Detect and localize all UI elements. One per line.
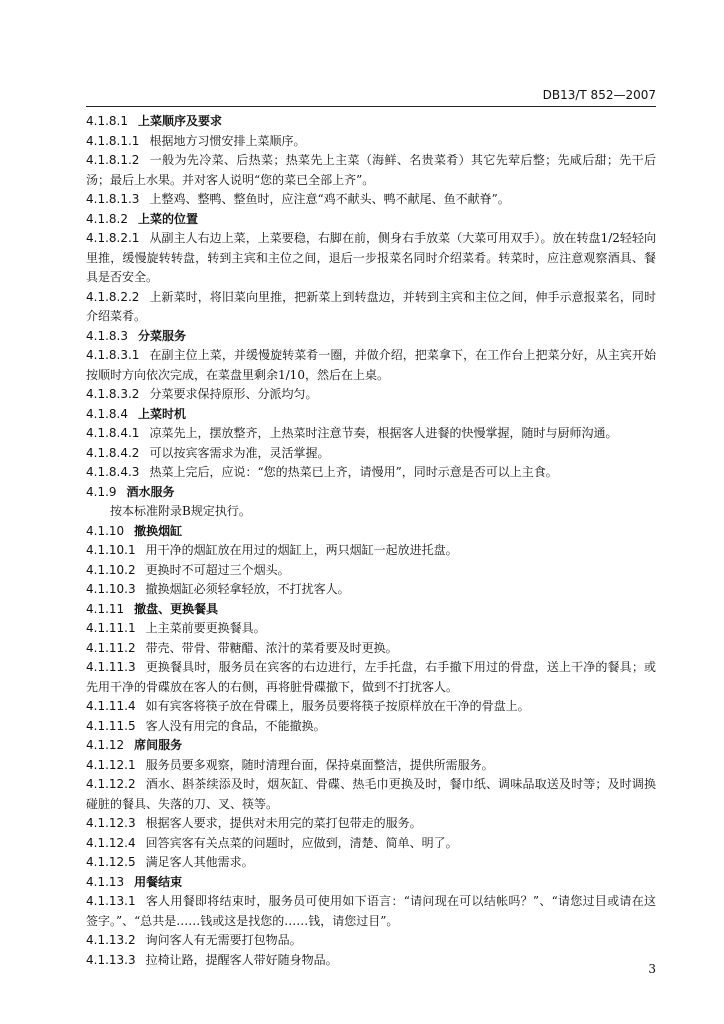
clause-paragraph <box>86 424 656 444</box>
clause-text: 在副主位上菜，并缓慢旋转菜肴一圈，并做介绍，把菜拿下，在工作台上把菜分好，从主宾开始按顺时方向依次完成，在菜盘里剩余1/10，然后在上桌。 <box>86 348 656 382</box>
clause-number: 4.1.8.4.1 <box>86 426 140 440</box>
clause-number: 4.1.11 <box>86 601 125 616</box>
clause-paragraph <box>86 151 656 190</box>
clause-number: 4.1.10.3 <box>86 582 136 596</box>
clause-text: 上新菜时，将旧菜向里推，把新菜上到转盘边，并转到主宾和主位之间，伸手示意报菜名，同时介绍菜肴。 <box>86 289 656 323</box>
heading-text: 撤换烟缸 <box>134 523 183 538</box>
clause-paragraph <box>86 717 656 737</box>
section-heading <box>86 405 656 425</box>
clause-paragraph <box>86 580 656 600</box>
clause-number: 4.1.8.3.1 <box>86 348 140 362</box>
clause-paragraph <box>86 697 656 717</box>
clause-text: 回答宾客有关点菜的问题时，应做到，清楚、简单、明了。 <box>145 835 458 850</box>
heading-text: 酒水服务 <box>126 484 175 499</box>
clause-text: 带壳、带骨、带糖醋、浓汁的菜肴要及时更换。 <box>145 640 398 655</box>
heading-text: 上菜的位置 <box>137 211 198 226</box>
section-heading <box>86 112 656 132</box>
clause-paragraph <box>86 658 656 697</box>
clause-number: 4.1.8.2.2 <box>86 289 140 304</box>
section-heading <box>86 483 656 503</box>
clause-number: 4.1.12 <box>86 738 125 752</box>
clause-number: 4.1.8.4.3 <box>86 465 140 479</box>
section-heading <box>86 210 656 230</box>
clause-number: 4.1.12.5 <box>86 855 136 869</box>
clause-number: 4.1.9 <box>86 484 117 499</box>
clause-number: 4.1.8.2 <box>86 211 128 226</box>
clause-paragraph <box>86 288 656 327</box>
clause-paragraph <box>86 346 656 385</box>
clause-number: 4.1.13.1 <box>86 894 136 908</box>
clause-paragraph <box>86 541 656 561</box>
clause-paragraph <box>86 385 656 405</box>
clause-text: 撤换烟缸必须轻拿轻放，不打扰客人。 <box>145 582 350 596</box>
clause-number: 4.1.8.1.2 <box>86 153 140 167</box>
document-body <box>86 112 656 970</box>
section-heading <box>86 327 656 347</box>
clause-text: 用干净的烟缸放在用过的烟缸上，两只烟缸一起放进托盘。 <box>145 543 458 557</box>
header-rule <box>86 106 656 107</box>
clause-text: 凉菜先上，摆放整齐，上热菜时注意节奏，根据客人进餐的快慢掌握，随时与厨师沟通。 <box>149 426 618 440</box>
heading-text: 分菜服务 <box>137 328 186 343</box>
page-number: 3 <box>648 962 656 976</box>
clause-number: 4.1.8.1.3 <box>86 192 140 206</box>
clause-number: 4.1.12.1 <box>86 757 136 772</box>
section-heading <box>86 600 656 620</box>
clause-text: 拉椅让路，提醒客人带好随身物品。 <box>145 952 338 967</box>
document-code: DB13/T 852—2007 <box>542 88 656 102</box>
clause-paragraph <box>86 639 656 659</box>
clause-text: 如有宾客将筷子放在骨碟上，服务员要将筷子按原样放在干净的骨盘上。 <box>145 699 530 713</box>
clause-paragraph <box>86 619 656 639</box>
clause-text: 酒水、斟茶续添及时，烟灰缸、骨碟、热毛巾更换及时，餐巾纸、调味品取送及时等；及时调换碰脏的餐具、失落的刀、叉、筷等。 <box>86 777 656 811</box>
clause-number: 4.1.11.1 <box>86 621 136 635</box>
clause-text: 询问客人有无需要打包物品。 <box>145 933 302 947</box>
clause-text: 根据客人要求，提供对未用完的菜打包带走的服务。 <box>145 816 422 830</box>
heading-text: 用餐结束 <box>134 874 183 889</box>
clause-text: 客人用餐即将结束时，服务员可使用如下语言：“请问现在可以结帐吗？”、“请您过目或请在这签字。”、“总共是……钱或这是找您的……钱，请您过目”。 <box>86 894 656 928</box>
clause-number: 4.1.12.2 <box>86 777 136 791</box>
clause-number: 4.1.11.2 <box>86 640 136 655</box>
heading-text: 撤盘、更换餐具 <box>134 601 219 616</box>
clause-paragraph <box>86 561 656 581</box>
clause-text: 可以按宾客需求为准，灵活掌握。 <box>149 445 330 460</box>
clause-text: 上整鸡、整鸭、整鱼时，应注意“鸡不献头、鸭不献尾、鱼不献脊”。 <box>149 192 510 206</box>
clause-number: 4.1.8.4.2 <box>86 445 140 460</box>
clause-number: 4.1.10 <box>86 523 125 538</box>
clause-number: 4.1.13 <box>86 874 125 889</box>
heading-text: 上菜时机 <box>137 406 186 421</box>
clause-number: 4.1.13.3 <box>86 952 136 967</box>
clause-text: 客人没有用完的食品，不能撤换。 <box>145 718 326 733</box>
clause-number: 4.1.10.2 <box>86 562 136 577</box>
clause-paragraph <box>86 190 656 210</box>
clause-paragraph <box>86 931 656 951</box>
clause-text: 上主菜前要更换餐具。 <box>145 621 266 635</box>
clause-paragraph <box>86 814 656 834</box>
clause-number: 4.1.8.4 <box>86 406 128 421</box>
clause-paragraph <box>86 853 656 873</box>
clause-paragraph <box>86 463 656 483</box>
clause-number: 4.1.10.1 <box>86 543 136 557</box>
clause-text: 热菜上完后，应说：“您的热菜已上齐，请慢用”，同时示意是否可以上主食。 <box>149 465 558 479</box>
clause-paragraph <box>86 229 656 288</box>
clause-paragraph <box>86 502 656 522</box>
clause-number: 4.1.11.3 <box>86 660 136 674</box>
clause-paragraph <box>86 951 656 971</box>
clause-paragraph <box>86 834 656 854</box>
clause-number: 4.1.11.4 <box>86 699 136 713</box>
clause-number: 4.1.13.2 <box>86 933 136 947</box>
clause-paragraph <box>86 892 656 931</box>
clause-text: 从副主人右边上菜，上菜要稳，右脚在前，侧身右手放菜（大菜可用双手）。放在转盘1/2轻轻向里推，缓慢旋转转盘，转到主宾和主位之间，退后一步报菜名同时介绍菜肴。转菜时，应注意观察酒具、餐具是否安全。 <box>86 231 656 284</box>
clause-number: 4.1.8.2.1 <box>86 231 140 245</box>
clause-number: 4.1.8.1 <box>86 114 128 128</box>
heading-text: 席间服务 <box>134 738 183 752</box>
clause-number: 4.1.12.3 <box>86 816 136 830</box>
clause-text: 分菜要求保持原形、分派均匀。 <box>149 387 318 401</box>
clause-text: 一般为先冷菜、后热菜；热菜先上主菜（海鲜、名贵菜肴）其它先荤后整；先咸后甜；先干后汤；最后上水果。并对客人说明“您的菜已全部上齐”。 <box>86 153 656 187</box>
clause-paragraph <box>86 756 656 776</box>
section-heading <box>86 522 656 542</box>
clause-number: 4.1.8.3.2 <box>86 387 140 401</box>
clause-text: 服务员要多观察，随时清理台面，保持桌面整洁，提供所需服务。 <box>145 757 494 772</box>
clause-number: 4.1.12.4 <box>86 835 136 850</box>
clause-number: 4.1.8.1.1 <box>86 133 140 148</box>
clause-text: 满足客人其他需求。 <box>145 855 254 869</box>
clause-number: 4.1.11.5 <box>86 718 136 733</box>
clause-number: 4.1.8.3 <box>86 328 128 343</box>
section-heading <box>86 873 656 893</box>
clause-text: 更换时不可超过三个烟头。 <box>145 562 290 577</box>
section-heading <box>86 736 656 756</box>
clause-paragraph <box>86 132 656 152</box>
clause-text: 根据地方习惯安排上菜顺序。 <box>149 133 306 148</box>
clause-paragraph <box>86 775 656 814</box>
clause-paragraph <box>86 444 656 464</box>
heading-text: 上菜顺序及要求 <box>137 114 222 128</box>
clause-text: 更换餐具时，服务员在宾客的右边进行，左手托盘，右手撤下用过的骨盘，送上干净的餐具；或先用干净的骨碟放在客人的右侧，再将脏骨碟撤下，做到不打扰客人。 <box>86 660 656 694</box>
clause-text: 按本标准附录B规定执行。 <box>110 504 251 518</box>
